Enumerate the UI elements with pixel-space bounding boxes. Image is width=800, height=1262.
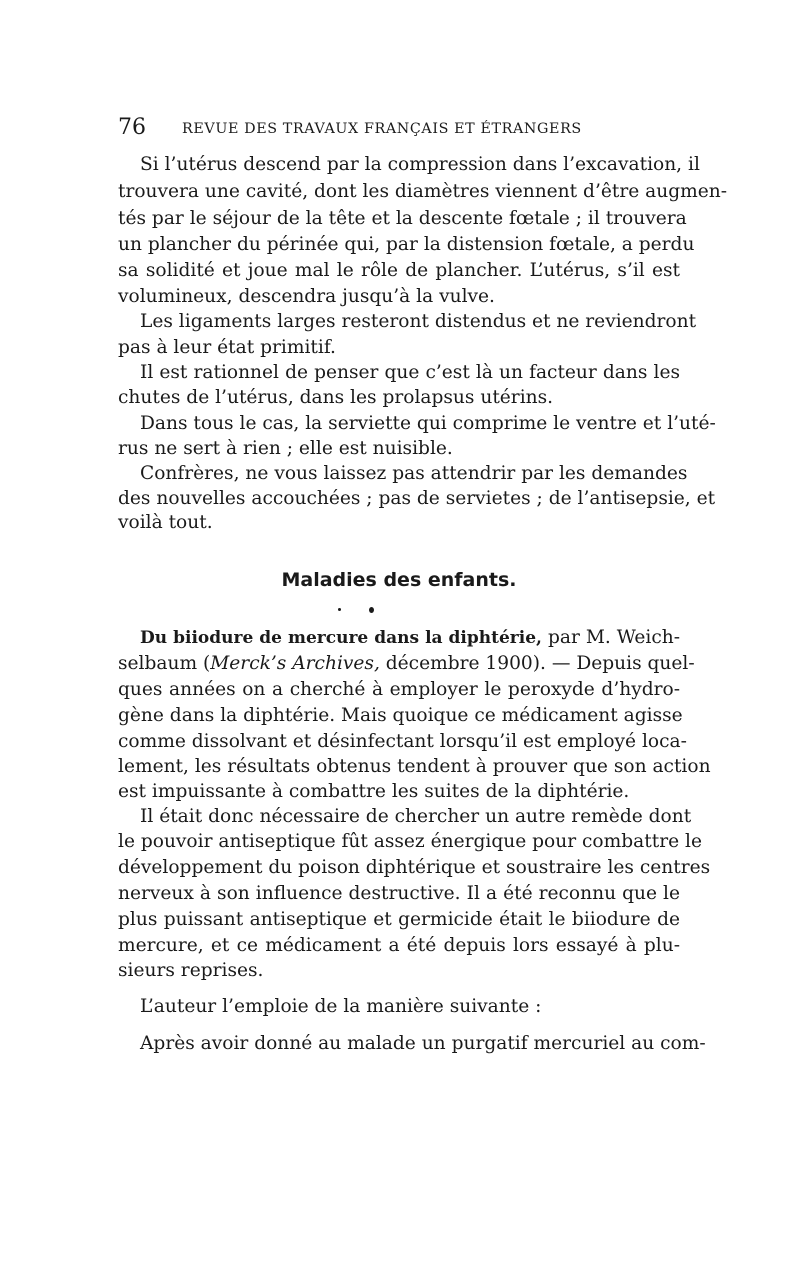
article-source-line bbox=[118, 651, 695, 677]
text-line: voilà tout. bbox=[118, 512, 213, 533]
text-line: mercure, et ce médicament a été depuis lors essayé à plu- bbox=[118, 935, 680, 956]
text-line: le pouvoir antiseptique fût assez énergique pour combattre le bbox=[118, 831, 702, 852]
text-line: plus puissant antiseptique et germicide était le biiodure de bbox=[118, 909, 680, 930]
text-line: comme dissolvant et désinfectant lorsqu’il est employé loca- bbox=[118, 731, 687, 752]
text-line: ques années on a cherché à employer le peroxyde d’hydro- bbox=[118, 679, 680, 700]
text-fragment: décembre 1900). — Depuis quel- bbox=[379, 653, 695, 674]
text-line: lement, les résultats obtenus tendent à prouver que son action bbox=[118, 756, 711, 777]
text-line: Dans tous le cas, la serviette qui comprime le ventre et l’uté- bbox=[140, 413, 716, 434]
print-speck bbox=[369, 607, 374, 613]
text-line: tés par le séjour de la tête et la descente fœtale ; il trouvera bbox=[118, 208, 687, 229]
text-line: Il est rationnel de penser que c’est là un facteur dans les bbox=[140, 362, 680, 383]
text-line: est impuissante à combattre les suites de la diphtérie. bbox=[118, 781, 630, 802]
text-line: Il était donc nécessaire de chercher un autre remède dont bbox=[140, 806, 692, 827]
section-title: Maladies des enfants. bbox=[281, 569, 517, 591]
text-line: un plancher du périnée qui, par la distension fœtale, a perdu bbox=[118, 234, 695, 255]
text-line: Si l’utérus descend par la compression dans l’excavation, il bbox=[140, 154, 700, 175]
text-line: des nouvelles accouchées ; pas de servietes ; de l’antisepsie, et bbox=[118, 488, 716, 509]
article-author: par M. Weich- bbox=[541, 627, 681, 648]
text-line: Confrères, ne vous laissez pas attendrir par les demandes bbox=[140, 463, 688, 484]
text-line: Après avoir donné au malade un purgatif mercuriel au com- bbox=[140, 1033, 706, 1054]
text-line: L’auteur l’emploie de la manière suivante : bbox=[140, 996, 542, 1017]
text-line: pas à leur état primitif. bbox=[118, 337, 336, 358]
running-head: REVUE DES TRAVAUX FRANÇAIS ET ÉTRANGERS bbox=[182, 121, 582, 137]
article-title: Du biiodure de mercure dans la diphtérie, bbox=[140, 628, 542, 648]
text-line: développement du poison diphtérique et soustraire les centres bbox=[118, 857, 711, 878]
text-line: nerveux à son influence destructive. Il a été reconnu que le bbox=[118, 883, 680, 904]
page-header bbox=[118, 113, 678, 143]
text-line: Les ligaments larges resteront distendus et ne reviendront bbox=[140, 311, 697, 332]
page-number: 76 bbox=[118, 115, 146, 140]
text-line: gène dans la diphtérie. Mais quoique ce médicament agisse bbox=[118, 705, 683, 726]
text-fragment: selbaum ( bbox=[118, 653, 211, 674]
text-line: trouvera une cavité, dont les diamètres viennent d’être augmen- bbox=[118, 181, 727, 202]
text-line: rus ne sert à rien ; elle est nuisible. bbox=[118, 438, 453, 459]
text-line: chutes de l’utérus, dans les prolapsus utérins. bbox=[118, 387, 554, 408]
text-line: volumineux, descendra jusqu’à la vulve. bbox=[118, 286, 495, 307]
text-line: sa solidité et joue mal le rôle de plancher. L’utérus, s’il est bbox=[118, 260, 680, 281]
article-first-line bbox=[140, 625, 680, 651]
print-speck bbox=[338, 608, 341, 611]
journal-name: Merck’s Archives, bbox=[210, 653, 380, 674]
text-line: sieurs reprises. bbox=[118, 960, 264, 981]
